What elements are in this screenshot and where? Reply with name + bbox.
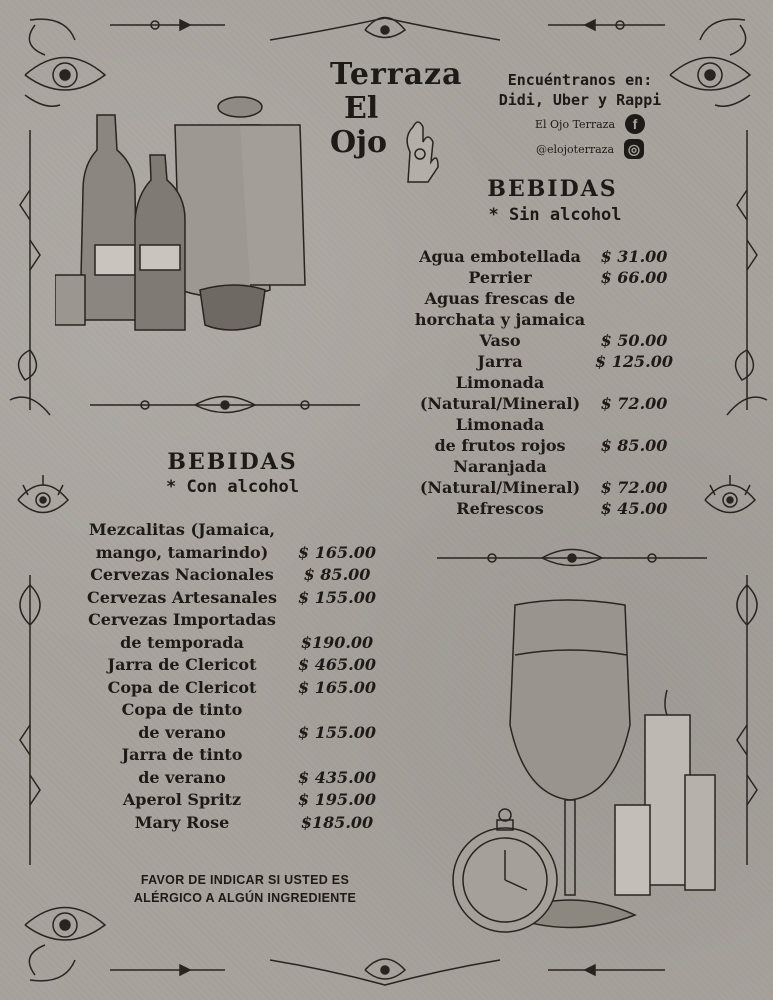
item-price: $ 50.00 xyxy=(600,331,668,350)
list-item xyxy=(72,518,382,541)
item-name: Aperol Spritz xyxy=(122,790,242,809)
item-price xyxy=(590,456,678,477)
list-item xyxy=(72,631,382,654)
item-name: Cervezas Importadas xyxy=(88,610,276,629)
item-name: Limonada xyxy=(455,415,545,434)
item-name: (Natural/Mineral) xyxy=(419,478,581,497)
list-item xyxy=(72,743,382,766)
item-name: (Natural/Mineral) xyxy=(419,394,581,413)
item-price: $ 465.00 xyxy=(298,655,376,674)
instagram-handle[interactable]: @elojoterraza xyxy=(535,142,615,156)
list-item xyxy=(72,811,382,834)
list-item xyxy=(72,541,382,564)
instagram-row[interactable] xyxy=(505,139,675,159)
list-item xyxy=(410,414,678,435)
list-item xyxy=(410,372,678,393)
item-name: de frutos rojos xyxy=(434,436,566,455)
logo-line-2: El xyxy=(344,91,379,126)
left-divider-ornament xyxy=(85,390,365,420)
item-price: $ 165.00 xyxy=(298,542,376,562)
item-name: Perrier xyxy=(468,268,532,287)
item-price: $ 125.00 xyxy=(595,352,673,371)
list-item xyxy=(72,653,382,676)
item-price: $ 85.00 xyxy=(600,436,668,455)
list-item xyxy=(410,351,678,372)
list-item xyxy=(410,477,678,498)
item-price: $ 195.00 xyxy=(298,790,376,809)
list-item xyxy=(72,676,382,699)
instagram-icon[interactable]: ◎ xyxy=(624,139,644,159)
item-price: $185.00 xyxy=(300,812,374,832)
item-price: $ 45.00 xyxy=(600,499,668,518)
item-price: $ 72.00 xyxy=(600,478,668,497)
item-name: Agua embotellada xyxy=(419,247,581,266)
item-name: horchata y jamaica xyxy=(414,310,586,329)
item-price xyxy=(590,372,678,393)
sin-alcohol-subtitle: * Sin alcohol xyxy=(488,205,622,225)
item-name: de verano xyxy=(138,767,226,787)
glass-watch-candles-illustration xyxy=(445,595,725,955)
con-alcohol-title: BEBIDAS xyxy=(167,449,298,475)
list-item xyxy=(410,330,678,351)
list-item xyxy=(410,435,678,456)
item-price: $ 435.00 xyxy=(298,767,376,787)
logo-line-3: Ojo xyxy=(330,125,387,160)
item-price xyxy=(590,309,678,330)
item-price xyxy=(590,414,678,435)
item-name: Naranjada xyxy=(453,457,547,476)
list-item xyxy=(410,309,678,330)
list-item xyxy=(410,246,678,267)
item-price xyxy=(590,288,678,309)
item-price: $ 85.00 xyxy=(303,565,371,584)
item-name: Refrescos xyxy=(456,499,544,518)
item-price: $ 165.00 xyxy=(298,677,376,697)
item-name: Jarra xyxy=(477,352,523,371)
item-price: $ 155.00 xyxy=(298,587,376,607)
item-name: Limonada xyxy=(455,373,545,392)
item-price: $ 155.00 xyxy=(298,722,376,742)
list-item xyxy=(72,586,382,609)
item-name: mango, tamarindo) xyxy=(95,542,269,562)
item-price xyxy=(292,698,382,721)
bottom-ornament xyxy=(0,950,773,1000)
list-item xyxy=(410,456,678,477)
right-divider-ornament xyxy=(432,543,712,573)
item-name: Cervezas Nacionales xyxy=(90,565,274,584)
facebook-handle[interactable]: El Ojo Terraza xyxy=(534,117,615,131)
facebook-icon[interactable]: f xyxy=(625,114,645,134)
bottles-illustration xyxy=(55,95,325,335)
list-item xyxy=(410,393,678,414)
item-name: Vaso xyxy=(479,331,521,350)
facebook-row[interactable] xyxy=(505,114,675,134)
left-border-vine-bottom xyxy=(5,575,65,875)
item-price xyxy=(292,608,382,631)
find-us-line-1: Encuéntranos en: xyxy=(507,71,653,89)
allergy-note xyxy=(100,871,390,907)
list-item xyxy=(72,563,382,586)
find-us-line-2: Didi, Uber y Rappi xyxy=(498,91,662,109)
item-price: $ 66.00 xyxy=(600,268,668,287)
logo-line-1: Terraza xyxy=(330,57,463,92)
item-price: $ 31.00 xyxy=(600,247,668,266)
item-name: de verano xyxy=(138,722,226,742)
item-price xyxy=(292,518,382,541)
list-item xyxy=(410,498,678,519)
item-name: Mary Rose xyxy=(134,812,230,832)
item-price: $ 72.00 xyxy=(600,394,668,413)
item-name: Aguas frescas de xyxy=(424,289,576,308)
list-item xyxy=(72,766,382,789)
list-item xyxy=(72,721,382,744)
item-price xyxy=(292,743,382,766)
allergy-note-line-2: ALÉRGICO A ALGÚN INGREDIENTE xyxy=(133,891,357,905)
item-name: Copa de tinto xyxy=(121,700,243,719)
hamsa-icon-left xyxy=(8,470,78,530)
list-item xyxy=(72,788,382,811)
item-name: Cervezas Artesanales xyxy=(87,587,277,607)
hamsa-icon-right xyxy=(695,470,765,530)
list-item xyxy=(72,608,382,631)
sin-alcohol-title: BEBIDAS xyxy=(487,176,618,202)
item-name: Jarra de Clericot xyxy=(107,655,257,674)
right-border-vine-top xyxy=(712,130,772,420)
item-price: $190.00 xyxy=(300,632,374,652)
con-alcohol-subtitle: * Con alcohol xyxy=(165,477,300,497)
item-name: Copa de Clericot xyxy=(107,677,257,697)
item-name: Mezcalitas (Jamaica, xyxy=(88,520,276,539)
find-us-block xyxy=(480,70,680,110)
list-item xyxy=(72,698,382,721)
logo xyxy=(330,57,463,160)
item-name: Jarra de tinto xyxy=(121,745,243,764)
allergy-note-line-1: FAVOR DE INDICAR SI USTED ES xyxy=(140,873,350,887)
top-ornament xyxy=(0,0,773,60)
list-item xyxy=(410,267,678,288)
list-item xyxy=(410,288,678,309)
item-name: de temporada xyxy=(120,632,244,652)
